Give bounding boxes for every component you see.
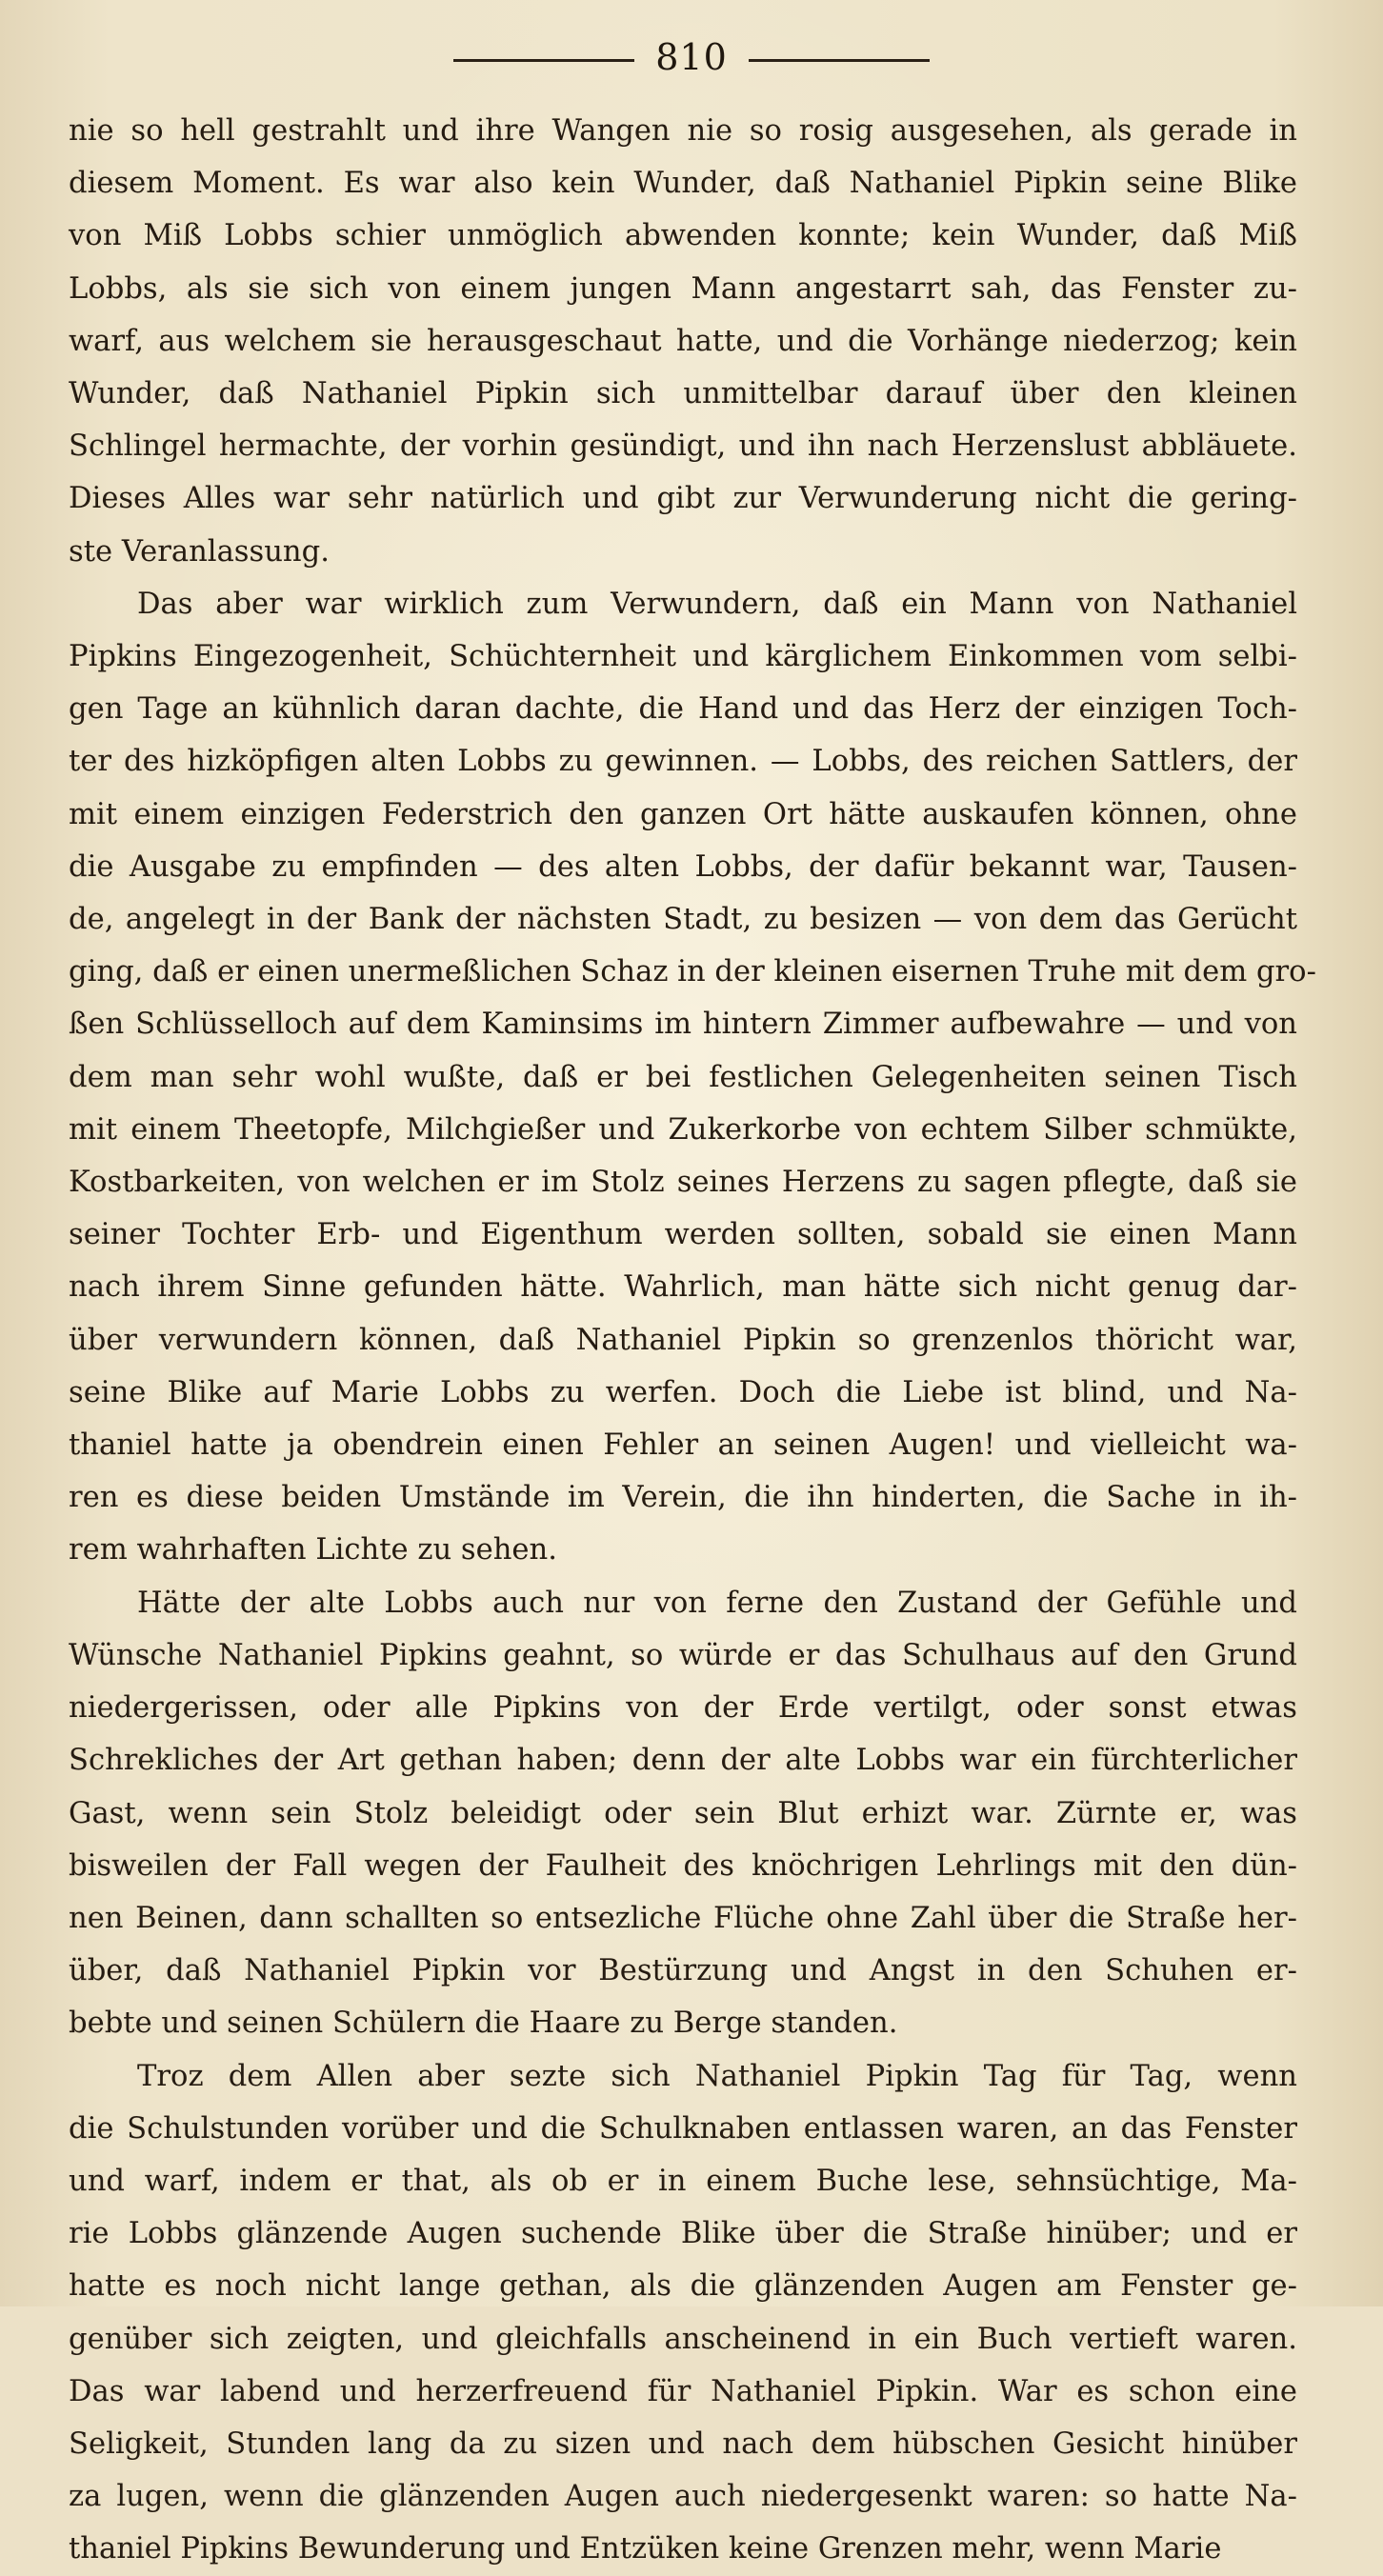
text-line: rem wahrhaften Lichte zu sehen.: [69, 1533, 557, 1568]
text-line: Gast, wenn sein Stolz beleidigt oder sein Blut erhizt war. Zürnte er, was: [69, 1796, 1297, 1830]
text-line: ging, daß er einen unermeßlichen Schaz in der kleinen eisernen Truhe mit dem gro-: [69, 955, 1316, 989]
text-line: ren es diese beiden Umstände im Verein, die ihn hinderten, die Sache in ih-: [69, 1481, 1297, 1515]
text-line: mit einem Theetopfe, Milchgießer und Zukerkorbe von echtem Silber schmükte,: [69, 1112, 1297, 1147]
text-line: de, angelegt in der Bank der nächsten Stadt, zu besizen — von dem das Gerücht: [69, 903, 1297, 937]
page-number: 810: [655, 36, 728, 78]
text-line: Das war labend und herzerfreuend für Nathaniel Pipkin. War es schon eine: [69, 2374, 1297, 2408]
paragraph: [69, 105, 1297, 578]
text-line: thaniel hatte ja obendrein einen Fehler an seinen Augen! und vielleicht wa-: [69, 1428, 1297, 1463]
text-line: von Miß Lobbs schier unmöglich abwenden konnte; kein Wunder, daß Miß: [69, 219, 1297, 253]
text-line: gen Tage an kühnlich daran dachte, die Hand und das Herz der einzigen Toch-: [69, 692, 1297, 727]
text-line: Dieses Alles war sehr natürlich und gibt zur Verwunderung nicht die gering-: [69, 482, 1297, 516]
text-line: seiner Tochter Erb- und Eigenthum werden sollten, sobald sie einen Mann: [69, 1218, 1297, 1252]
text-line: die Schulstunden vorüber und die Schulknaben entlassen waren, an das Fenster: [69, 2111, 1297, 2146]
text-line: Troz dem Allen aber sezte sich Nathaniel Pipkin Tag für Tag, wenn: [137, 2059, 1297, 2093]
text-line: Lobbs, als sie sich von einem jungen Mann angestarrt sah, das Fenster zu-: [69, 271, 1297, 306]
text-line: Hätte der alte Lobbs auch nur von ferne den Zustand der Gefühle und: [137, 1586, 1297, 1620]
page-header: [0, 29, 1383, 86]
text-line: bisweilen der Fall wegen der Faulheit des knöchrigen Lehrlings mit den dün-: [69, 1848, 1297, 1883]
text-line: ßen Schlüsselloch auf dem Kaminsims im hintern Zimmer aufbewahre — und von: [69, 1008, 1297, 1042]
text-line: Schlingel hermachte, der vorhin gesündigt, und ihn nach Herzenslust abbläuete.: [69, 429, 1297, 464]
text-line: nen Beinen, dann schallten so entsezliche Flüche ohne Zahl über die Straße her-: [69, 1901, 1297, 1935]
text-line: Schrekliches der Art gethan haben; denn der alte Lobbs war ein fürchterlicher: [69, 1744, 1297, 1778]
text-line: über, daß Nathaniel Pipkin vor Bestürzung und Angst in den Schuhen er-: [69, 1954, 1297, 1988]
text-line: Wunder, daß Nathaniel Pipkin sich unmittelbar darauf über den kleinen: [69, 377, 1297, 411]
text-line: ter des hizköpfigen alten Lobbs zu gewinnen. — Lobbs, des reichen Sattlers, der: [69, 745, 1297, 779]
text-line: hatte es noch nicht lange gethan, als die glänzenden Augen am Fenster ge-: [69, 2269, 1297, 2304]
text-line: nie so hell gestrahlt und ihre Wangen nie so rosig ausgesehen, als gerade in: [69, 114, 1297, 148]
paragraph: [69, 578, 1316, 1577]
text-line: za lugen, wenn die glänzenden Augen auch niedergesenkt waren: so hatte Na-: [69, 2480, 1297, 2514]
text-line: Wünsche Nathaniel Pipkins geahnt, so würde er das Schulhaus auf den Grund: [69, 1638, 1297, 1672]
text-line: nach ihrem Sinne gefunden hätte. Wahrlich, man hätte sich nicht genug dar-: [69, 1270, 1297, 1305]
header-rule-right: [749, 59, 930, 62]
text-line: genüber sich zeigten, und gleichfalls anscheinend in ein Buch vertieft waren.: [69, 2322, 1297, 2356]
text-line: Das aber war wirklich zum Verwundern, daß ein Mann von Nathaniel: [137, 587, 1297, 621]
text-line: rie Lobbs glänzende Augen suchende Blike über die Straße hinüber; und er: [69, 2217, 1297, 2251]
text-line: die Ausgabe zu empfinden — des alten Lobbs, der dafür bekannt war, Tausen-: [69, 849, 1297, 884]
text-line: ste Veranlassung.: [69, 534, 330, 569]
text-line: diesem Moment. Es war also kein Wunder, daß Nathaniel Pipkin seine Blike: [69, 167, 1297, 201]
text-line: und warf, indem er that, als ob er in einem Buche lese, sehnsüchtige, Ma-: [69, 2164, 1297, 2198]
text-line: dem man sehr wohl wußte, daß er bei festlichen Gelegenheiten seinen Tisch: [69, 1060, 1297, 1094]
text-line: warf, aus welchem sie herausgeschaut hatte, und die Vorhänge niederzog; kein: [69, 324, 1297, 358]
paragraph: [69, 2050, 1297, 2576]
text-line: über verwundern können, daß Nathaniel Pipkin so grenzenlos thöricht war,: [69, 1323, 1297, 1357]
text-line: Kostbarkeiten, von welchen er im Stolz seines Herzens zu sagen pflegte, daß sie: [69, 1166, 1297, 1200]
paragraph: [69, 1577, 1297, 2050]
text-line: thaniel Pipkins Bewunderung und Entzüken keine Grenzen mehr, wenn Marie: [69, 2532, 1222, 2566]
text-line: seine Blike auf Marie Lobbs zu werfen. Doch die Liebe ist blind, und Na-: [69, 1375, 1297, 1409]
text-line: Pipkins Eingezogenheit, Schüchternheit und kärglichem Einkommen vom selbi-: [69, 640, 1297, 674]
text-line: Seligkeit, Stunden lang da zu sizen und nach dem hübschen Gesicht hinüber: [69, 2426, 1297, 2461]
body-text: [69, 105, 1316, 2566]
text-line: niedergerissen, oder alle Pipkins von der Erde vertilgt, oder sonst etwas: [69, 1691, 1297, 1726]
header-rule-left: [453, 59, 634, 62]
text-line: mit einem einzigen Federstrich den ganzen Ort hätte auskaufen können, ohne: [69, 797, 1297, 831]
text-line: bebte und seinen Schülern die Haare zu Berge standen.: [69, 2007, 898, 2041]
